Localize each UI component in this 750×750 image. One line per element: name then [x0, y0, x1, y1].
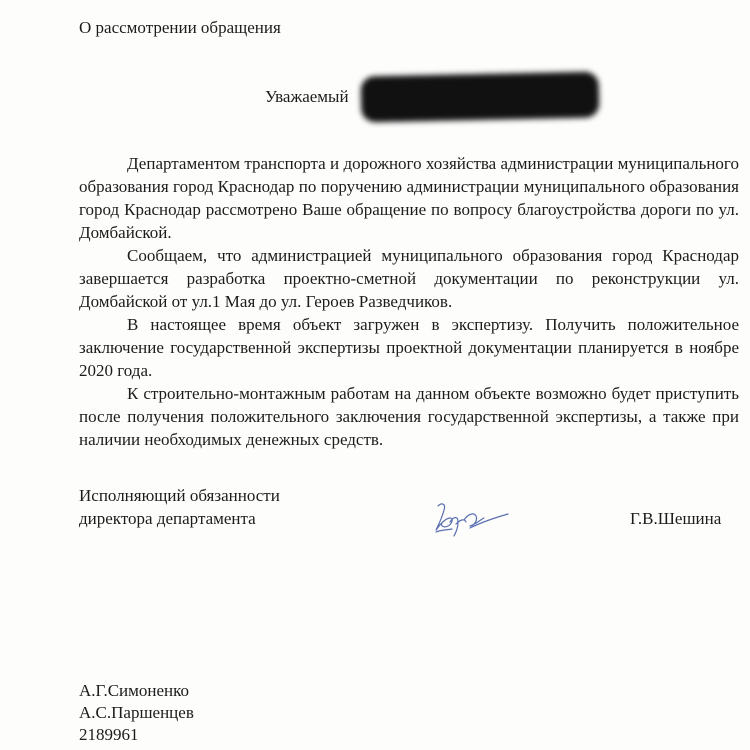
signer-name: Г.В.Шешина: [630, 509, 722, 528]
paragraph: К строительно-монтажным работам на данном объекте возможно будет приступить после получения положительного заключения государственной экспертизы, а также при наличии необходимых денежных средств.: [79, 384, 739, 449]
executor-phone: 2189961: [79, 725, 139, 744]
greeting: [265, 84, 605, 114]
signer-title-line: Исполняющий обязанности: [79, 486, 280, 505]
paragraph: Департаментом транспорта и дорожного хозяйства администрации муниципального образования город Краснодар по поручению администрации муниципального образования город Краснодар рассмотрено Ваше обращение по вопросу благоустройства дороги по ул. Домбайской.: [79, 154, 739, 242]
letter-body: [79, 152, 739, 451]
executor-name: А.Г.Симоненко: [79, 681, 190, 700]
handwritten-signature: [430, 496, 512, 542]
signer-title-line: директора департамента: [79, 509, 256, 528]
greeting-prefix: Уважаемый: [265, 87, 349, 106]
redaction-block: [361, 72, 600, 123]
paragraph: Сообщаем, что администрацией муниципального образования город Краснодар завершается разработка проектно-сметной документации по реконструкции ул. Домбайской от ул.1 Мая до ул. Героев Разведчиков.: [79, 246, 739, 311]
executors-block: [79, 680, 194, 746]
signer-title: [79, 484, 280, 530]
paragraph: В настоящее время объект загружен в экспертизу. Получить положительное заключение государственной экспертизы проектной документации планируется в ноябре 2020 года.: [79, 315, 739, 380]
executor-name: А.С.Паршенцев: [79, 703, 194, 722]
letter-subject: О рассмотрении обращения: [79, 18, 281, 37]
